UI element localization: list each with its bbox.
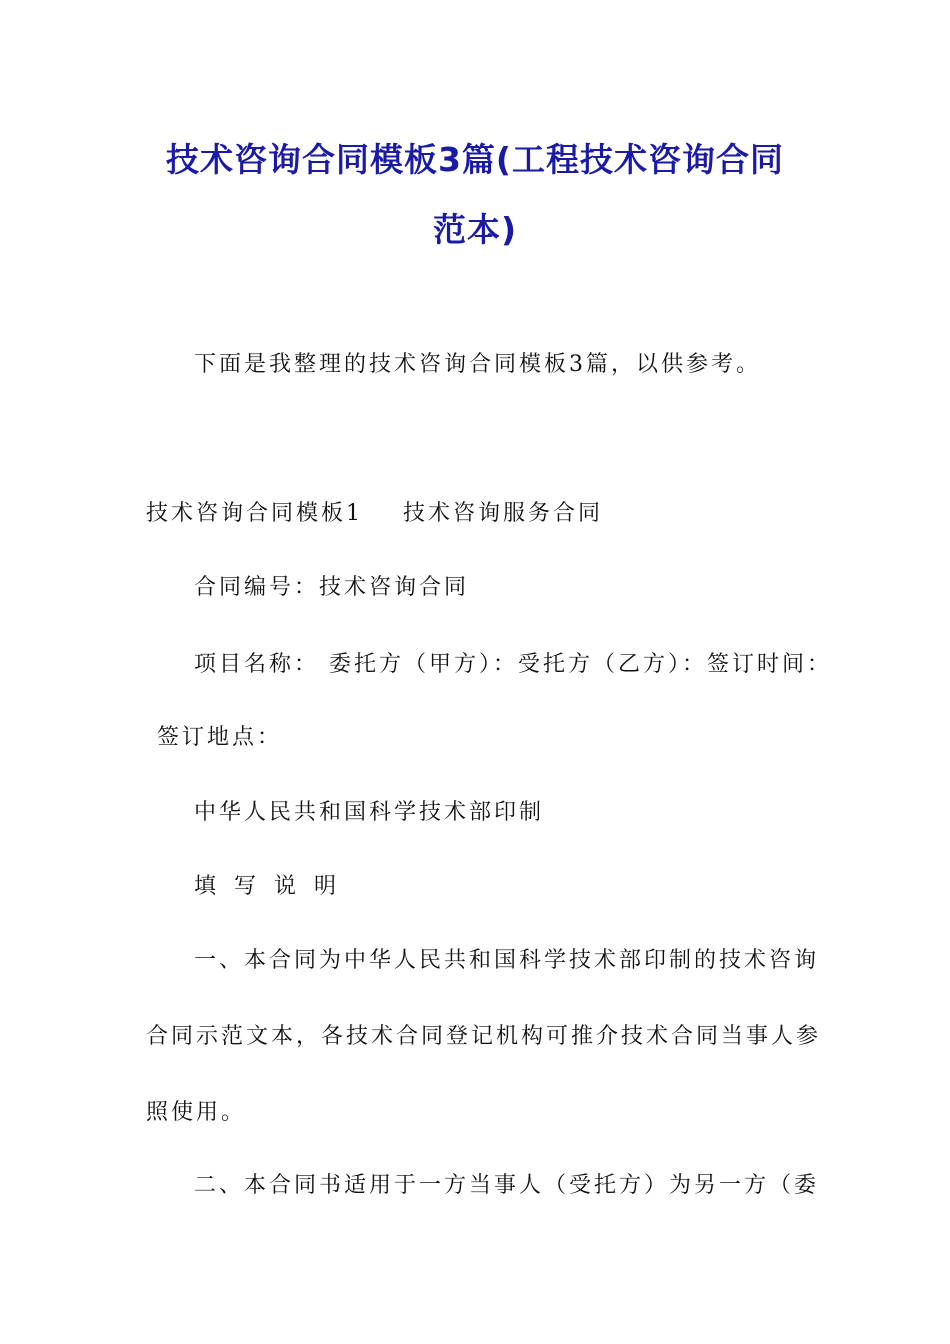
paragraph-1-line-3: 照使用。 [146,1100,247,1125]
paragraph-2-line-1: 二、本合同书适用于一方当事人（受托方）为另一方（委 [194,1173,820,1198]
project-parties-line: 项目名称： 委托方（甲方）：受托方（乙方）：签订时间： [194,652,832,677]
template-1-heading: 技术咨询服务合同 [403,501,604,526]
paragraph-1-line-2: 合同示范文本，各技术合同登记机构可推介技术合同当事人参 [146,1024,822,1049]
document-title-line-2: 范本) [432,210,518,249]
sign-place-line: 签订地点： [157,725,283,750]
document-title-line-1: 技术咨询合同模板3篇(工程技术咨询合同 [165,140,785,179]
contract-number: 合同编号：技术咨询合同 [194,575,470,600]
template-1-header [146,496,603,527]
paragraph-1-line-1: 一、本合同为中华人民共和国科学技术部印制的技术咨询 [194,948,820,973]
ministry-imprint: 中华人民共和国科学技术部印制 [194,800,545,825]
fill-instructions-title: 填写说明 [194,874,355,899]
template-1-label: 技术咨询合同模板1 [146,501,363,526]
intro-paragraph: 下面是我整理的技术咨询合同模板3篇，以供参考。 [194,352,761,377]
